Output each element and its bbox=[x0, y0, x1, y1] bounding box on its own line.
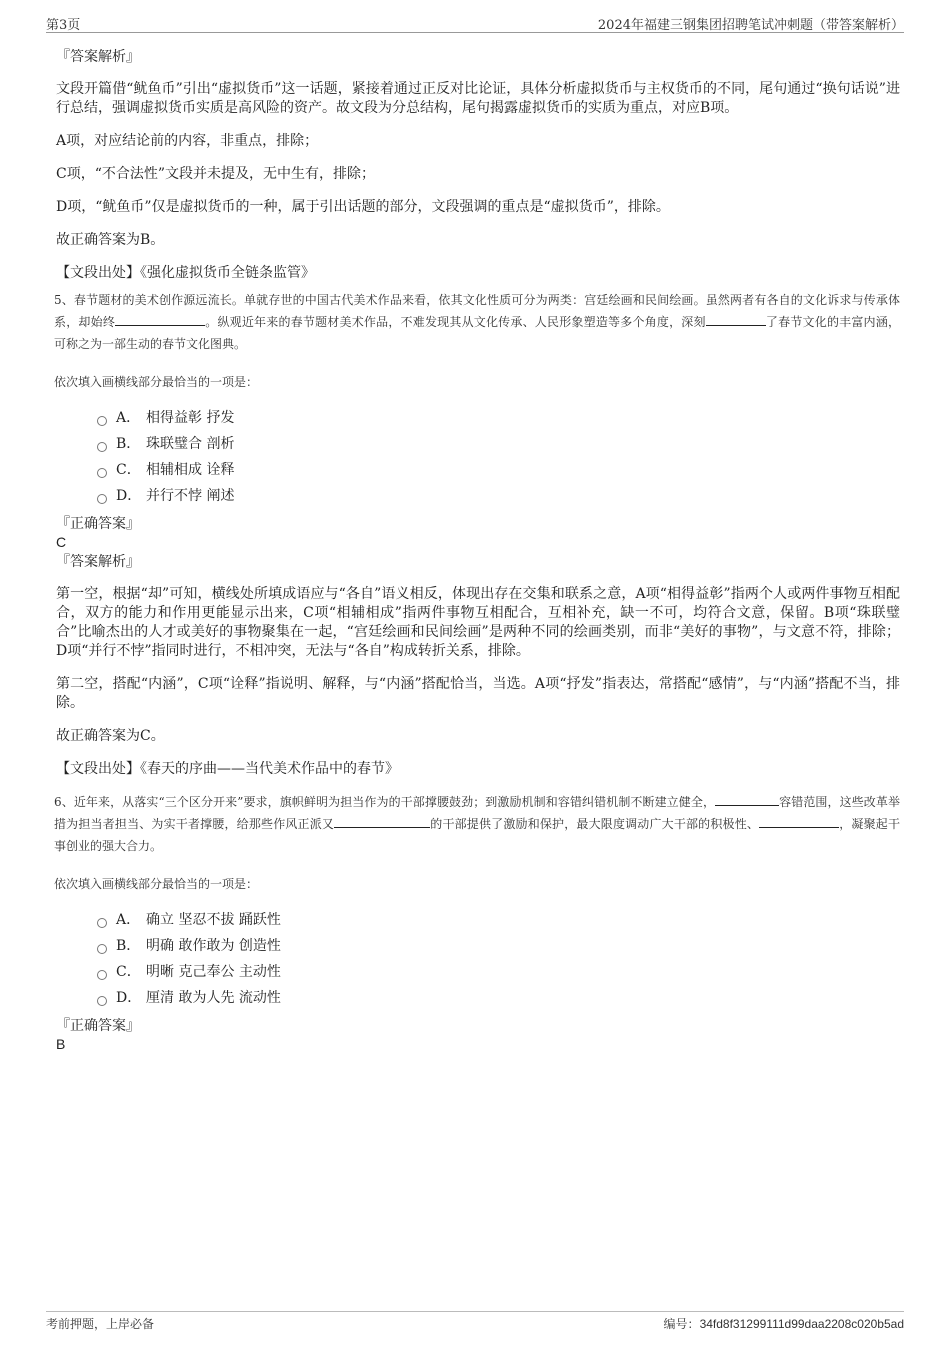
option-b[interactable]: B． 珠联璧合 剖析 bbox=[56, 431, 900, 457]
question-text: 5、春节题材的美术创作源远流长。单就存世的中国古代美术作品来看，依其文化性质可分为两类：宫廷绘画和民间绘画。虽然两者有各自的文化诉求与传承体系，却始终 bbox=[54, 293, 900, 329]
radio-button[interactable] bbox=[97, 996, 107, 1006]
option-d[interactable]: D． 厘清 敢为人先 流动性 bbox=[56, 985, 900, 1011]
question-text: ，凝聚起干事创业的强大合力。 bbox=[54, 817, 900, 853]
answer-options bbox=[56, 907, 900, 1011]
correct-answer-label: 『正确答案』 bbox=[56, 1018, 140, 1034]
fill-blank bbox=[334, 815, 430, 828]
analysis-paragraph: 第二空，搭配“内涵”，C项“诠释”指说明、解释，与“内涵”搭配恰当，当选。A项“抒发”指表达，常搭配“感情”，与“内涵”搭配不当，排除。 bbox=[56, 676, 900, 711]
correct-answer-label: 『正确答案』 bbox=[56, 516, 140, 532]
document-code bbox=[664, 1315, 904, 1332]
analysis-label: 『答案解析』 bbox=[56, 49, 140, 65]
radio-button[interactable] bbox=[97, 944, 107, 954]
radio-button[interactable] bbox=[97, 468, 107, 478]
analysis-paragraph: 文段开篇借“鱿鱼币”引出“虚拟货币”这一话题，紧接着通过正反对比论证，具体分析虚拟货币与主权货币的不同，尾句通过“换句话说”进行总结，强调虚拟货币实质是高风险的资产。故文段为分总结构，尾句揭露虚拟货币的实质为重点，对应B项。 bbox=[56, 81, 900, 116]
option-a[interactable]: A． 相得益彰 抒发 bbox=[56, 405, 900, 431]
radio-button[interactable] bbox=[97, 416, 107, 426]
radio-button[interactable] bbox=[97, 494, 107, 504]
fill-blank bbox=[115, 313, 205, 326]
question-stem bbox=[54, 289, 900, 355]
question-text: 的干部提供了激励和保护，最大限度调动广大干部的积极性、 bbox=[430, 817, 760, 831]
option-c[interactable]: C． 明晰 克己奉公 主动性 bbox=[56, 959, 900, 985]
page-footer bbox=[46, 1311, 904, 1332]
analysis-paragraph: 故正确答案为B。 bbox=[56, 232, 165, 248]
option-c[interactable]: C． 相辅相成 诠释 bbox=[56, 457, 900, 483]
radio-button[interactable] bbox=[97, 442, 107, 452]
fill-blank bbox=[715, 793, 779, 806]
question-text: 了春节文化的丰富内涵，可称之为一部生动的春节文化图典。 bbox=[54, 315, 900, 351]
analysis-paragraph: D项，“鱿鱼币”仅是虚拟货币的一种，属于引出话题的部分，文段强调的重点是“虚拟货币”，排除。 bbox=[56, 199, 670, 215]
question-text: 。纵观近年来的春节题材美术作品，不难发现其从文化传承、人民形象塑造等多个角度，深刻 bbox=[205, 315, 706, 329]
option-d[interactable]: D． 并行不悖 阐述 bbox=[56, 483, 900, 509]
analysis-label: 『答案解析』 bbox=[56, 554, 140, 570]
analysis-paragraph: 故正确答案为C。 bbox=[56, 728, 165, 744]
fill-blank bbox=[706, 313, 766, 326]
question-text: 容错范围，这些改革举措为担当者担当、为实干者撑腰，给那些作风正派又 bbox=[54, 795, 900, 831]
question-prompt: 依次填入画横线部分最恰当的一项是： bbox=[54, 375, 259, 389]
correct-answer: B bbox=[56, 1036, 66, 1052]
document-body bbox=[56, 46, 900, 1053]
fill-blank bbox=[759, 815, 839, 828]
option-a[interactable]: A． 确立 坚忍不拔 踊跃性 bbox=[56, 907, 900, 933]
answer-options bbox=[56, 405, 900, 509]
code-value: 34fd8f31299111d99daa2208c020b5ad bbox=[699, 1317, 904, 1331]
option-b[interactable]: B． 明确 敢作敢为 创造性 bbox=[56, 933, 900, 959]
analysis-paragraph: A项，对应结论前的内容，非重点，排除； bbox=[56, 133, 319, 149]
source-citation: 【文段出处】《强化虚拟货币全链条监管》 bbox=[56, 265, 315, 281]
source-citation: 【文段出处】《春天的序曲——当代美术作品中的春节》 bbox=[56, 761, 399, 777]
radio-button[interactable] bbox=[97, 970, 107, 980]
correct-answer: C bbox=[56, 534, 67, 550]
question-stem bbox=[54, 791, 900, 857]
document-title: 2024年福建三钢集团招聘笔试冲刺题（带答案解析） bbox=[597, 18, 904, 33]
page-number: 第3页 bbox=[46, 18, 81, 33]
page-header bbox=[46, 12, 904, 33]
question-prompt: 依次填入画横线部分最恰当的一项是： bbox=[54, 877, 259, 891]
question-text: 6、近年来，从落实“三个区分开来”要求，旗帜鲜明为担当作为的干部撑腰鼓劲；到激励机制和容错纠错机制不断建立健全， bbox=[54, 795, 716, 809]
code-label: 编号： bbox=[663, 1317, 700, 1331]
analysis-paragraph: C项，“不合法性”文段并未提及，无中生有，排除； bbox=[56, 166, 376, 182]
radio-button[interactable] bbox=[97, 918, 107, 928]
analysis-paragraph: 第一空，根据“却”可知，横线处所填成语应与“各自”语义相反，体现出存在交集和联系之意，A项“相得益彰”指两个人或两件事物互相配合，双方的能力和作用更能显示出来，C项“相辅相成”指两件事物互相配合，互相补充，缺一不可，均符合文意，保留。B项“珠联璧合”比喻杰出的人才或美好的事物聚集在一起，“宫廷绘画和民间绘画”是两种不同的绘画类别，而非“美好的事物”，与文意不符，排除；D项“并行不悖”指同时进行，不相冲突，无法与“各自”构成转折关系，排除。 bbox=[56, 586, 900, 659]
footer-slogan: 考前押题，上岸必备 bbox=[46, 1317, 155, 1331]
